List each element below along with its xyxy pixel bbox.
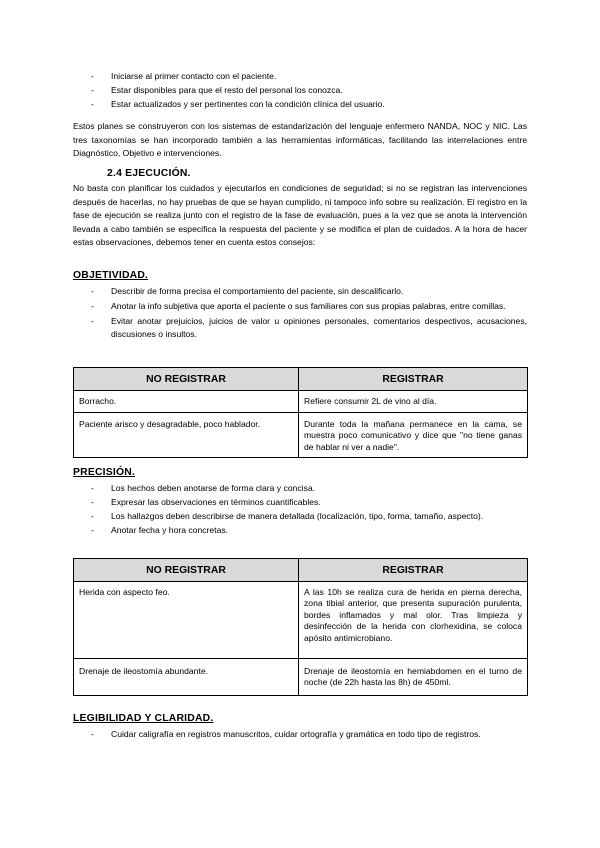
column-header-no-registrar: NO REGISTRAR <box>74 368 299 391</box>
precision-bullet-list <box>73 482 527 537</box>
column-header-no-registrar: NO REGISTRAR <box>74 559 299 582</box>
table-row <box>74 413 528 458</box>
table-header-row <box>74 368 528 391</box>
precision-table <box>73 558 528 696</box>
intro-bullet-list <box>73 70 527 111</box>
list-item: - Iniciarse al primer contacto con el paciente. <box>73 70 527 83</box>
objetividad-bullet-list <box>73 285 527 341</box>
table-cell-registrar: Drenaje de ileostomía en hemiabdomen en el turno de noche (de 22h hasta las 8h) de 450ml. <box>299 659 528 696</box>
list-item: - Describir de forma precisa el comportamiento del paciente, sin descalificarlo. <box>73 285 527 298</box>
list-item: - Estar disponibles para que el resto del personal los conozca. <box>73 84 527 97</box>
table-cell-registrar: Refiere consumir 2L de vino al día. <box>299 391 528 413</box>
table-cell-no-registrar: Herida con aspecto feo. <box>74 582 299 659</box>
section-heading-ejecucion: 2.4 EJECUCIÓN. <box>107 168 191 179</box>
list-item: - Evitar anotar prejuicios, juicios de valor u opiniones personales, comentarios despectivos, acusaciones, discusiones o insultos. <box>73 315 527 341</box>
objetividad-table <box>73 367 528 458</box>
table-cell-no-registrar: Borracho. <box>74 391 299 413</box>
section-heading-objetividad: OBJETIVIDAD. <box>73 270 149 281</box>
list-item: - Anotar fecha y hora concretas. <box>73 524 527 537</box>
column-header-registrar: REGISTRAR <box>299 559 528 582</box>
table-row <box>74 659 528 696</box>
section-heading-precision: PRECISIÓN. <box>73 467 136 478</box>
legibilidad-bullet-list <box>73 728 527 741</box>
list-item: - Anotar la info subjetiva que aporta el paciente o sus familiares con sus propias palabras, entre comillas. <box>73 300 527 313</box>
table-cell-registrar: Durante toda la mañana permanece en la cama, se muestra poco comunicativo y dice que "no tiene ganas de hablar ni ver a nadie". <box>299 413 528 458</box>
ejecucion-paragraph: No basta con planificar los cuidados y ejecutarlos en condiciones de seguridad; si no se registran las intervenciones después de hacerlas, no hay pruebas de que se hayan cumplido, ni tampoco info sobre su realización. El registro en la fase de ejecución se realiza junto con el registro de la fase de evaluación, pues a la vez que se anota la intervención llevada a cabo también se especifica la respuesta del paciente y se modifica el plan de cuidados. A la hora de hacer estas observaciones, debemos tener en cuenta estos consejos: <box>73 183 527 248</box>
table-cell-registrar: A las 10h se realiza cura de herida en pierna derecha, zona tibial anterior, que presenta supuración purulenta, bordes inflamados y mal olor. Tras limpieza y desinfección de la herida con clorhexidina, se coloca apósito antimicrobiano. <box>299 582 528 659</box>
table-cell-no-registrar: Drenaje de ileostomía abundante. <box>74 659 299 696</box>
column-header-registrar: REGISTRAR <box>299 368 528 391</box>
list-item: - Estar actualizados y ser pertinentes con la condición clínica del usuario. <box>73 98 527 111</box>
table-row <box>74 391 528 413</box>
list-item: - Cuidar caligrafía en registros manuscritos, cuidar ortografía y gramática en todo tipo de registros. <box>73 728 527 741</box>
list-item: - Los hechos deben anotarse de forma clara y concisa. <box>73 482 527 495</box>
list-item: - Los hallazgos deben describirse de manera detallada (localización, tipo, forma, tamaño, aspecto). <box>73 510 527 523</box>
table-row <box>74 582 528 659</box>
table-header-row <box>74 559 528 582</box>
table-cell-no-registrar: Paciente arisco y desagradable, poco hablador. <box>74 413 299 458</box>
list-item: - Expresar las observaciones en términos cuantificables. <box>73 496 527 509</box>
section-heading-legibilidad: LEGIBILIDAD Y CLARIDAD. <box>73 713 214 724</box>
intro-paragraph: Estos planes se construyeron con los sistemas de estandarización del lenguaje enfermero NANDA, NOC y NIC. Las tres taxonomías se han incorporado también a las herramientas informáticas, facilitando las interrelaciones entre Diagnóstico, Objetivo e intervenciones. <box>73 121 527 159</box>
